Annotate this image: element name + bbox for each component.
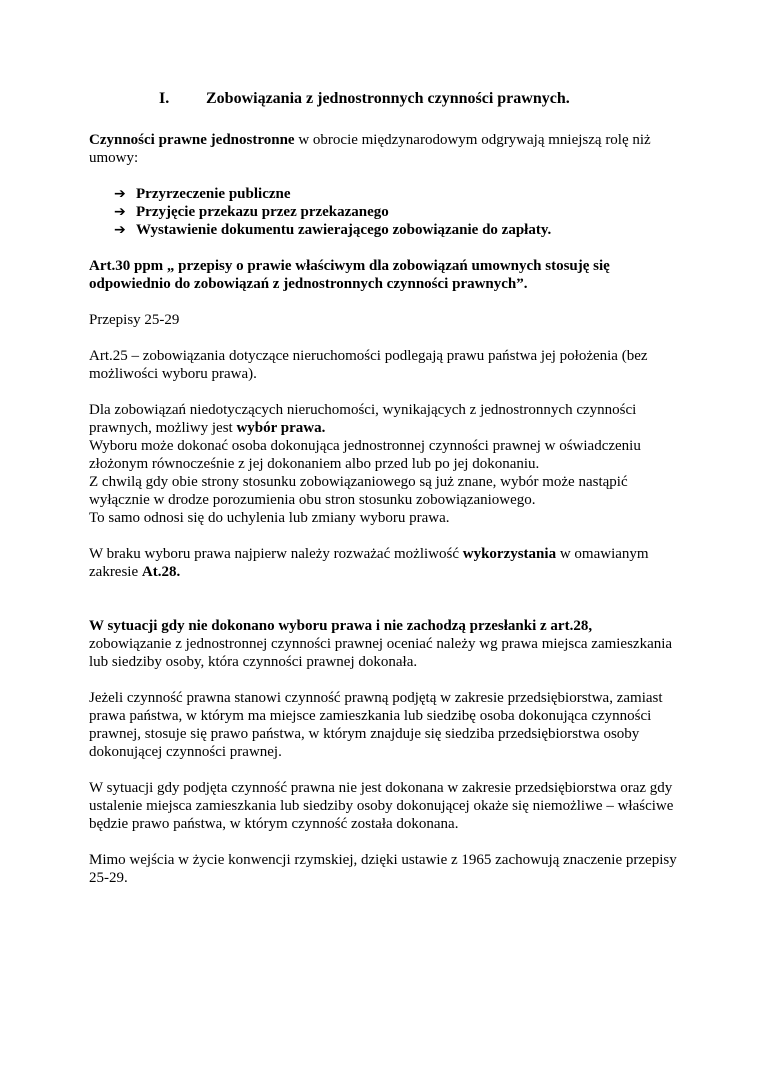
przepisy-line: Przepisy 25-29	[89, 312, 180, 328]
list-item	[114, 203, 679, 221]
list-item-label: Przyrzeczenie publiczne	[136, 186, 291, 202]
choice-line-1	[89, 401, 679, 437]
no-choice-bold-1: wykorzystania	[462, 546, 557, 562]
no-choice-rule-bold: W sytuacji gdy nie dokonano wyboru prawa i nie zachodzą przesłanki z art.28,	[89, 618, 593, 634]
art30-quote: Art.30 ppm „ przepisy o prawie właściwym dla zobowiązań umownych stosuję się odpowiednio do zobowiązań z jednostronnych czynności prawnych”.	[89, 258, 610, 292]
document-page	[89, 90, 679, 905]
no-choice-paragraph	[89, 545, 679, 581]
section-number: I.	[159, 90, 170, 107]
no-choice-bold-2: At.28.	[141, 564, 181, 580]
section-title: Zobowiązania z jednostronnych czynności prawnych.	[206, 90, 570, 107]
list-item	[114, 185, 679, 203]
choice-line-1-bold: wybór prawa.	[236, 420, 326, 436]
rome-convention-paragraph: Mimo wejścia w życie konwencji rzymskiej, dzięki ustawie z 1965 zachowują znaczenie przepisy 25-29.	[89, 852, 677, 886]
list-item-label: Przyjęcie przekazu przez przekazanego	[136, 204, 389, 220]
choice-of-law-paragraph	[89, 401, 679, 527]
no-choice-rule-text: zobowiązanie z jednostronnej czynności prawnej oceniać należy wg prawa miejsca zamieszkania lub siedziby osoby, która czynności prawnej dokonała.	[89, 636, 673, 670]
arrow-right-icon: ➔	[114, 186, 126, 202]
choice-line-1-text: Dla zobowiązań niedotyczących nieruchomości, wynikających z jednostronnych czynności prawnych, możliwy jest	[89, 402, 637, 436]
list-item	[114, 221, 679, 239]
enterprise-paragraph: Jeżeli czynność prawna stanowi czynność prawną podjętą w zakresie przedsiębiorstwa, zamiast prawa państwa, w którym ma miejsce zamieszkania lub siedzibę osoba dokonująca czynności prawnej, stosuje się prawo państwa, w którym znajduje się siedziba przedsiębiorstwa osoby dokonującej czynności prawnej.	[89, 690, 663, 760]
fallback-paragraph: W sytuacji gdy podjęta czynność prawna nie jest dokonana w zakresie przedsiębiorstwa oraz gdy ustalenie miejsca zamieszkania lub siedziby osoby dokonującej okaże się niemożliwe – właściwe będzie prawo państwa, w którym czynność została dokonana.	[89, 780, 674, 832]
no-choice-rule-paragraph	[89, 617, 679, 671]
intro-bold-lead: Czynności prawne jednostronne	[89, 132, 295, 148]
unilateral-acts-list	[89, 185, 679, 239]
arrow-right-icon: ➔	[114, 204, 126, 220]
section-heading	[89, 90, 679, 112]
intro-text: w obrocie międzynarodowym odgrywają mniejszą rolę niż umowy:	[89, 132, 651, 166]
blank-line	[89, 599, 679, 617]
list-item-label: Wystawienie dokumentu zawierającego zobowiązanie do zapłaty.	[136, 222, 552, 238]
intro-paragraph	[89, 131, 679, 167]
art25-paragraph: Art.25 – zobowiązania dotyczące nieruchomości podlegają prawu państwa jej położenia (bez możliwości wyboru prawa).	[89, 348, 648, 382]
choice-line-3: Z chwilą gdy obie strony stosunku zobowiązaniowego są już znane, wybór może nastąpić wyłącznie w drodze porozumienia obu stron stosunku zobowiązaniowego.	[89, 474, 628, 508]
choice-line-4: To samo odnosi się do uchylenia lub zmiany wyboru prawa.	[89, 510, 450, 526]
no-choice-text-1: W braku wyboru prawa najpierw należy rozważać możliwość	[89, 546, 463, 562]
choice-line-2: Wyboru może dokonać osoba dokonująca jednostronnej czynności prawnej w oświadczeniu złożonym równocześnie z jej dokonaniem albo przed lub po jej dokonaniu.	[89, 438, 641, 472]
arrow-right-icon: ➔	[114, 222, 126, 238]
no-choice-text-2: w omawianym zakresie	[89, 546, 649, 580]
